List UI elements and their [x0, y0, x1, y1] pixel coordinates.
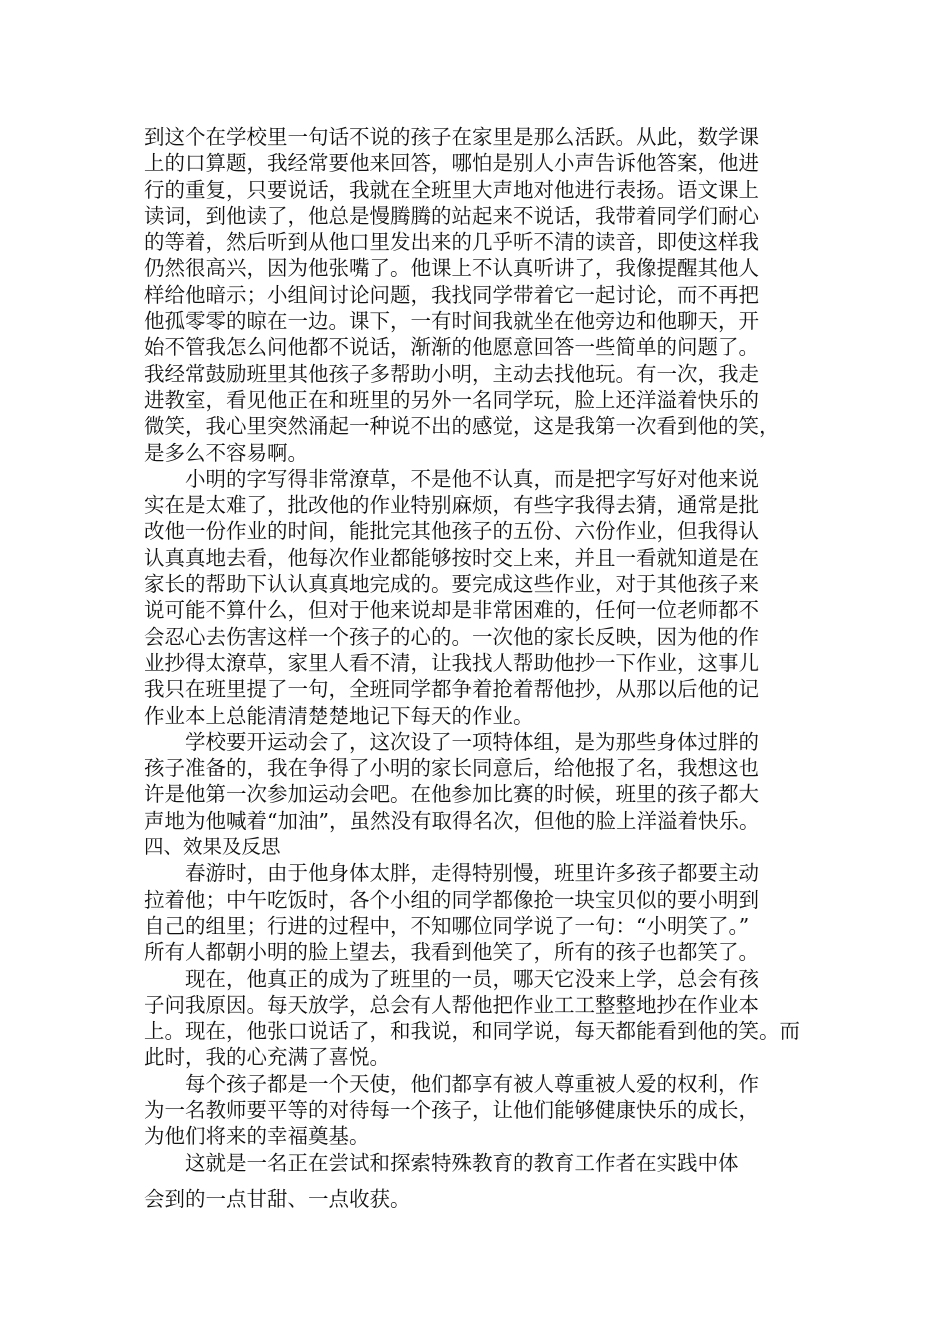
text-line: 会忍心去伤害这样一个孩子的心的。一次他的家长反映，因为他的作 [144, 624, 759, 649]
text-line: 我经常鼓励班里其他孩子多帮助小明，主动去找他玩。有一次，我走 [144, 361, 759, 386]
text-line: 自己的组里；行进的过程中，不知哪位同学说了一句：“小明笑了。” [144, 913, 750, 938]
text-line: 此时，我的心充满了喜悦。 [144, 1045, 390, 1070]
paragraph-spring-outing [144, 860, 820, 965]
paragraph-angel [144, 1071, 820, 1150]
text-line: 始不管我怎么问他都不说话，渐渐的他愿意回答一些简单的问题了。 [144, 335, 759, 360]
text-line: 小明的字写得非常潦草，不是他不认真，而是把字写好对他来说 [185, 466, 759, 491]
text-line: 学校要开运动会了，这次设了一项特体组，是为那些身体过胖的 [185, 729, 759, 754]
text-line: 会到的一点甘甜、一点收获。 [144, 1186, 411, 1211]
paragraph-continued [144, 124, 820, 466]
text-line: 春游时，由于他身体太胖，走得特别慢，班里许多孩子都要主动 [185, 861, 759, 886]
text-line: 改他一份作业的时间，能批完其他孩子的五份、六份作业，但我得认 [144, 519, 759, 544]
text-line: 样给他暗示；小组间讨论问题，我找同学带着它一起讨论，而不再把 [144, 282, 759, 307]
body-text [144, 124, 820, 1212]
paragraph-conclusion [144, 1150, 820, 1213]
text-line: 为他们将来的幸福奠基。 [144, 1124, 370, 1149]
text-line: 每个孩子都是一个天使，他们都享有被人尊重被人爱的权利，作 [185, 1071, 759, 1096]
text-line: 上。现在，他张口说话了，和我说，和同学说，每天都能看到他的笑。而 [144, 1019, 800, 1044]
text-line: 子问我原因。每天放学，总会有人帮他把作业工工整整地抄在作业本 [144, 992, 759, 1017]
text-line: 是多么不容易啊。 [144, 440, 308, 465]
text-line: 孩子准备的，我在争得了小明的家长同意后，给他报了名，我想这也 [144, 756, 759, 781]
text-line: 行的重复，只要说话，我就在全班里大声地对他进行表扬。语文课上 [144, 177, 759, 202]
text-line: 声地为他喊着“加油”，虽然没有取得名次，但他的脸上洋溢着快乐。 [144, 808, 760, 833]
text-line: 这就是一名正在尝试和探索特殊教育的教育工作者在实践中体 [185, 1150, 739, 1175]
paragraph-sports-day [144, 729, 820, 834]
text-line: 所有人都朝小明的脸上望去，我看到他笑了，所有的孩子也都笑了。 [144, 940, 759, 965]
text-line: 拉着他；中午吃饭时，各个小组的同学都像抢一块宝贝似的要小明到 [144, 887, 759, 912]
text-line: 家长的帮助下认认真真地完成的。要完成这些作业，对于其他孩子来 [144, 572, 759, 597]
text-line: 业抄得太潦草，家里人看不清，让我找人帮助他抄一下作业，这事儿 [144, 650, 759, 675]
text-line: 我只在班里提了一句，全班同学都争着抢着帮他抄，从那以后他的记 [144, 677, 759, 702]
text-line: 他孤零零的晾在一边。课下，一有时间我就坐在他旁边和他聊天，开 [144, 309, 759, 334]
section-heading: 四、效果及反思 [144, 835, 281, 859]
text-line: 为一名教师要平等的对待每一个孩子，让他们能够健康快乐的成长， [144, 1097, 759, 1122]
paragraph-handwriting [144, 466, 820, 729]
text-line: 认真真地去看，他每次作业都能够按时交上来，并且一看就知道是在 [144, 545, 759, 570]
text-line: 现在，他真正的成为了班里的一员，哪天它没来上学，总会有孩 [185, 966, 759, 991]
text-line: 上的口算题，我经常要他来回答，哪怕是别人小声告诉他答案，他进 [144, 151, 759, 176]
text-line: 实在是太难了，批改他的作业特别麻烦，有些字我得去猜，通常是批 [144, 493, 759, 518]
text-line: 的等着，然后听到从他口里发出来的几乎听不清的读音，即使这样我 [144, 230, 759, 255]
paragraph-now [144, 966, 820, 1071]
text-line: 读词，到他读了，他总是慢腾腾的站起来不说话，我带着同学们耐心 [144, 203, 759, 228]
text-line: 微笑，我心里突然涌起一种说不出的感觉，这是我第一次看到他的笑， [144, 414, 780, 439]
text-line: 仍然很高兴，因为他张嘴了。他课上不认真听讲了，我像提醒其他人 [144, 256, 759, 281]
text-line: 到这个在学校里一句话不说的孩子在家里是那么活跃。从此，数学课 [144, 125, 759, 149]
text-line: 作业本上总能清清楚楚地记下每天的作业。 [144, 703, 534, 728]
text-line: 说可能不算什么，但对于他来说却是非常困难的，任何一位老师都不 [144, 598, 759, 623]
text-line: 许是他第一次参加运动会吧。在他参加比赛的时候，班里的孩子都大 [144, 782, 759, 807]
text-line: 进教室，看见他正在和班里的另外一名同学玩，脸上还洋溢着快乐的 [144, 387, 759, 412]
